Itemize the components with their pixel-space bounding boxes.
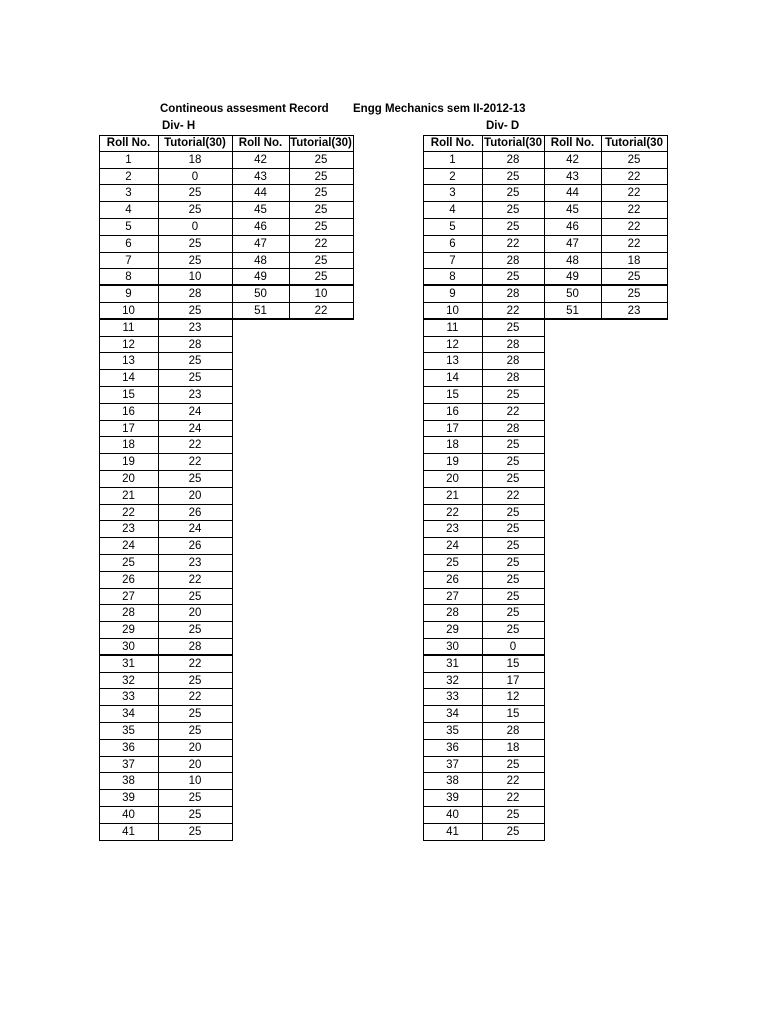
tutorial-mark: 25: [482, 572, 544, 589]
tutorial-mark: 25: [158, 353, 232, 370]
div_h-grid-line: [289, 135, 290, 320]
tutorial-mark: 28: [482, 723, 544, 740]
roll-number: 18: [99, 437, 158, 454]
roll-number: 19: [99, 454, 158, 471]
tutorial-mark: 25: [482, 454, 544, 471]
div_d-grid-line: [482, 135, 483, 841]
roll-number: 45: [544, 202, 601, 219]
roll-number: 14: [99, 370, 158, 387]
roll-number: 30: [423, 639, 482, 656]
roll-number: 5: [423, 219, 482, 236]
roll-number: 4: [99, 202, 158, 219]
roll-number: 42: [544, 152, 601, 169]
tutorial-mark: 25: [289, 269, 353, 286]
roll-number: 8: [423, 269, 482, 286]
roll-number: 51: [232, 303, 289, 320]
roll-number: 16: [423, 404, 482, 421]
roll-number: 17: [423, 421, 482, 438]
roll-number: 28: [423, 605, 482, 622]
tutorial-mark: 22: [158, 656, 232, 673]
div_h-grid-line: [353, 135, 354, 320]
tutorial-mark: 28: [158, 337, 232, 354]
roll-number: 36: [423, 740, 482, 757]
tutorial-mark: 25: [482, 589, 544, 606]
tutorial-mark: 25: [482, 555, 544, 572]
roll-number: 9: [99, 286, 158, 303]
tutorial-mark: 23: [158, 387, 232, 404]
roll-number: 38: [99, 773, 158, 790]
roll-number: 25: [99, 555, 158, 572]
roll-number: 29: [99, 622, 158, 639]
tutorial-mark: 25: [482, 202, 544, 219]
tutorial-mark: 28: [482, 370, 544, 387]
roll-number: 32: [423, 673, 482, 690]
tutorial-mark: 25: [289, 169, 353, 186]
roll-number: 14: [423, 370, 482, 387]
roll-number: 8: [99, 269, 158, 286]
div_d-top-border: [423, 135, 667, 136]
div_h-grid-line: [99, 135, 100, 841]
tutorial-mark: 28: [158, 286, 232, 303]
roll-number: 37: [99, 757, 158, 774]
tutorial-mark: 18: [601, 253, 667, 270]
roll-number: 48: [544, 253, 601, 270]
tutorial-mark: 28: [158, 639, 232, 656]
roll-number: 49: [232, 269, 289, 286]
tutorial-mark: 24: [158, 404, 232, 421]
roll-number: 33: [99, 689, 158, 706]
tutorial-mark: 28: [482, 253, 544, 270]
div_d-header-2: Roll No.: [544, 135, 601, 152]
tutorial-mark: 25: [482, 622, 544, 639]
tutorial-mark: 22: [158, 689, 232, 706]
div_d-grid-line: [601, 135, 602, 320]
roll-number: 10: [423, 303, 482, 320]
tutorial-mark: 22: [482, 404, 544, 421]
roll-number: 1: [423, 152, 482, 169]
tutorial-mark: 25: [158, 370, 232, 387]
roll-number: 43: [544, 169, 601, 186]
tutorial-mark: 25: [289, 253, 353, 270]
tutorial-mark: 20: [158, 605, 232, 622]
tutorial-mark: 18: [158, 152, 232, 169]
tutorial-mark: 25: [482, 471, 544, 488]
tutorial-mark: 23: [601, 303, 667, 320]
roll-number: 23: [99, 521, 158, 538]
tutorial-mark: 25: [601, 269, 667, 286]
roll-number: 21: [423, 488, 482, 505]
tutorial-mark: 22: [482, 488, 544, 505]
roll-number: 26: [99, 572, 158, 589]
roll-number: 50: [544, 286, 601, 303]
roll-number: 23: [423, 521, 482, 538]
tutorial-mark: 23: [158, 320, 232, 337]
roll-number: 20: [99, 471, 158, 488]
tutorial-mark: 25: [158, 471, 232, 488]
roll-number: 34: [99, 706, 158, 723]
tutorial-mark: 25: [158, 723, 232, 740]
roll-number: 33: [423, 689, 482, 706]
tutorial-mark: 25: [158, 706, 232, 723]
roll-number: 16: [99, 404, 158, 421]
tutorial-mark: 22: [482, 790, 544, 807]
roll-number: 35: [99, 723, 158, 740]
roll-number: 38: [423, 773, 482, 790]
div_h-top-border: [99, 135, 353, 136]
roll-number: 47: [544, 236, 601, 253]
tutorial-mark: 25: [482, 219, 544, 236]
roll-number: 7: [99, 253, 158, 270]
document-title: Contineous assesment Record: [160, 103, 329, 115]
tutorial-mark: 24: [158, 421, 232, 438]
roll-number: 21: [99, 488, 158, 505]
roll-number: 28: [99, 605, 158, 622]
div_h-header-2: Roll No.: [232, 135, 289, 152]
roll-number: 46: [232, 219, 289, 236]
tutorial-mark: 25: [482, 169, 544, 186]
roll-number: 2: [99, 169, 158, 186]
div_h-header-0: Roll No.: [99, 135, 158, 152]
roll-number: 42: [232, 152, 289, 169]
roll-number: 17: [99, 421, 158, 438]
tutorial-mark: 22: [289, 236, 353, 253]
tutorial-mark: 25: [601, 286, 667, 303]
roll-number: 41: [423, 824, 482, 841]
roll-number: 19: [423, 454, 482, 471]
tutorial-mark: 25: [482, 320, 544, 337]
roll-number: 2: [423, 169, 482, 186]
roll-number: 31: [423, 656, 482, 673]
tutorial-mark: 28: [482, 286, 544, 303]
tutorial-mark: 25: [482, 521, 544, 538]
tutorial-mark: 24: [158, 521, 232, 538]
div_h-header-3: Tutorial(30): [289, 135, 353, 152]
tutorial-mark: 28: [482, 421, 544, 438]
roll-number: 7: [423, 253, 482, 270]
tutorial-mark: 12: [482, 689, 544, 706]
roll-number: 3: [99, 185, 158, 202]
tutorial-mark: 25: [482, 605, 544, 622]
roll-number: 15: [99, 387, 158, 404]
roll-number: 11: [99, 320, 158, 337]
roll-number: 10: [99, 303, 158, 320]
tutorial-mark: 15: [482, 656, 544, 673]
roll-number: 39: [99, 790, 158, 807]
tutorial-mark: 25: [482, 757, 544, 774]
tutorial-mark: 25: [482, 824, 544, 841]
roll-number: 48: [232, 253, 289, 270]
div_h-header-1: Tutorial(30): [158, 135, 232, 152]
tutorial-mark: 10: [158, 269, 232, 286]
roll-number: 12: [99, 337, 158, 354]
div-h-label: Div- H: [162, 120, 196, 132]
tutorial-mark: 28: [482, 152, 544, 169]
roll-number: 26: [423, 572, 482, 589]
roll-number: 6: [99, 236, 158, 253]
tutorial-mark: 15: [482, 706, 544, 723]
tutorial-mark: 25: [482, 807, 544, 824]
roll-number: 41: [99, 824, 158, 841]
roll-number: 43: [232, 169, 289, 186]
tutorial-mark: 0: [158, 219, 232, 236]
roll-number: 3: [423, 185, 482, 202]
roll-number: 22: [423, 505, 482, 522]
roll-number: 6: [423, 236, 482, 253]
roll-number: 4: [423, 202, 482, 219]
tutorial-mark: 0: [482, 639, 544, 656]
tutorial-mark: 25: [482, 505, 544, 522]
tutorial-mark: 25: [482, 437, 544, 454]
tutorial-mark: 18: [482, 740, 544, 757]
tutorial-mark: 17: [482, 673, 544, 690]
tutorial-mark: 25: [158, 807, 232, 824]
roll-number: 51: [544, 303, 601, 320]
roll-number: 27: [99, 589, 158, 606]
tutorial-mark: 25: [289, 202, 353, 219]
tutorial-mark: 26: [158, 538, 232, 555]
roll-number: 20: [423, 471, 482, 488]
roll-number: 40: [423, 807, 482, 824]
tutorial-mark: 10: [158, 773, 232, 790]
tutorial-mark: 22: [482, 303, 544, 320]
div_d-grid-line: [544, 135, 545, 841]
tutorial-mark: 20: [158, 488, 232, 505]
roll-number: 34: [423, 706, 482, 723]
tutorial-mark: 10: [289, 286, 353, 303]
tutorial-mark: 20: [158, 740, 232, 757]
roll-number: 15: [423, 387, 482, 404]
roll-number: 24: [99, 538, 158, 555]
div_d-header-0: Roll No.: [423, 135, 482, 152]
roll-number: 32: [99, 673, 158, 690]
tutorial-mark: 22: [158, 572, 232, 589]
tutorial-mark: 22: [601, 169, 667, 186]
tutorial-mark: 23: [158, 555, 232, 572]
tutorial-mark: 25: [158, 622, 232, 639]
roll-number: 30: [99, 639, 158, 656]
roll-number: 27: [423, 589, 482, 606]
tutorial-mark: 22: [482, 773, 544, 790]
div_d-grid-line: [667, 135, 668, 320]
tutorial-mark: 22: [601, 202, 667, 219]
tutorial-mark: 22: [601, 236, 667, 253]
tutorial-mark: 25: [601, 152, 667, 169]
tutorial-mark: 25: [482, 538, 544, 555]
roll-number: 45: [232, 202, 289, 219]
div_h-grid-line: [232, 135, 233, 841]
tutorial-mark: 25: [158, 589, 232, 606]
roll-number: 9: [423, 286, 482, 303]
roll-number: 1: [99, 152, 158, 169]
roll-number: 13: [423, 353, 482, 370]
tutorial-mark: 22: [482, 236, 544, 253]
roll-number: 40: [99, 807, 158, 824]
roll-number: 36: [99, 740, 158, 757]
roll-number: 25: [423, 555, 482, 572]
tutorial-mark: 25: [158, 253, 232, 270]
tutorial-mark: 25: [158, 185, 232, 202]
div_d-header-1: Tutorial(30: [482, 135, 544, 152]
roll-number: 46: [544, 219, 601, 236]
course-title: Engg Mechanics sem II-2012-13: [353, 103, 526, 115]
tutorial-mark: 25: [158, 303, 232, 320]
tutorial-mark: 22: [158, 437, 232, 454]
roll-number: 50: [232, 286, 289, 303]
roll-number: 39: [423, 790, 482, 807]
roll-number: 49: [544, 269, 601, 286]
tutorial-mark: 25: [289, 185, 353, 202]
roll-number: 12: [423, 337, 482, 354]
div-d-label: Div- D: [486, 120, 520, 132]
roll-number: 37: [423, 757, 482, 774]
roll-number: 31: [99, 656, 158, 673]
roll-number: 22: [99, 505, 158, 522]
tutorial-mark: 22: [158, 454, 232, 471]
tutorial-mark: 25: [482, 185, 544, 202]
roll-number: 18: [423, 437, 482, 454]
roll-number: 13: [99, 353, 158, 370]
tutorial-mark: 25: [482, 387, 544, 404]
tutorial-mark: 25: [158, 790, 232, 807]
roll-number: 44: [232, 185, 289, 202]
tutorial-mark: 25: [158, 824, 232, 841]
tutorial-mark: 25: [482, 269, 544, 286]
roll-number: 11: [423, 320, 482, 337]
tutorial-mark: 20: [158, 757, 232, 774]
tutorial-mark: 26: [158, 505, 232, 522]
tutorial-mark: 22: [601, 185, 667, 202]
tutorial-mark: 25: [158, 202, 232, 219]
roll-number: 29: [423, 622, 482, 639]
tutorial-mark: 28: [482, 337, 544, 354]
div_d-header-3: Tutorial(30: [601, 135, 667, 152]
tutorial-mark: 25: [289, 152, 353, 169]
roll-number: 35: [423, 723, 482, 740]
div_d-grid-line: [423, 135, 424, 841]
tutorial-mark: 22: [289, 303, 353, 320]
roll-number: 47: [232, 236, 289, 253]
tutorial-mark: 28: [482, 353, 544, 370]
roll-number: 44: [544, 185, 601, 202]
tutorial-mark: 25: [289, 219, 353, 236]
roll-number: 5: [99, 219, 158, 236]
div_h-grid-line: [158, 135, 159, 841]
tutorial-mark: 25: [158, 236, 232, 253]
tutorial-mark: 0: [158, 169, 232, 186]
tutorial-mark: 22: [601, 219, 667, 236]
tutorial-mark: 25: [158, 673, 232, 690]
roll-number: 24: [423, 538, 482, 555]
